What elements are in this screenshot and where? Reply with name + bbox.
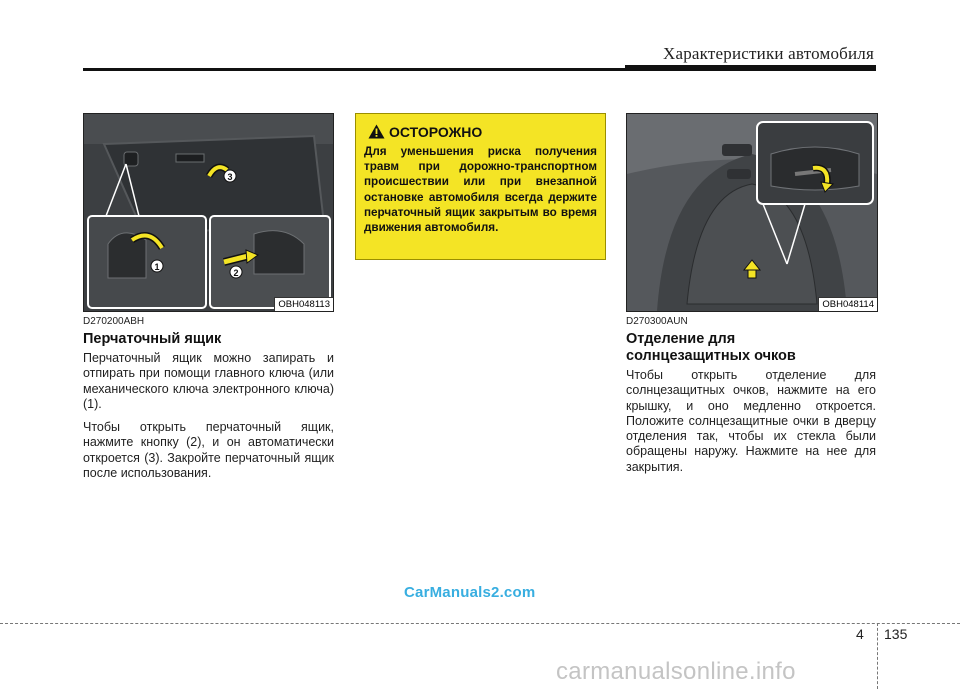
callout-1: 1	[154, 262, 160, 272]
section-heading-glovebox: Перчаточный ящик	[83, 331, 222, 347]
footer-divider	[0, 623, 960, 624]
footer-vertical-divider	[877, 623, 878, 689]
sunglass-holder-illustration	[627, 114, 877, 311]
photo-caption: OBH048113	[274, 297, 333, 311]
section-heading-sunglass-line1: Отделение для	[626, 331, 736, 347]
photo-caption: OBH048114	[818, 297, 877, 311]
warning-text: Для уменьшения риска получения травм при дорожно-транспортном происшествии или при внезапной остановке автомобиля всегда держите перчаточный ящик закрытым во время движения автомобиля.	[364, 145, 597, 235]
section-code-sunglass: D270300AUN	[626, 316, 688, 327]
header-rule-accent	[625, 65, 876, 70]
section-code-glovebox: D270200ABH	[83, 316, 145, 327]
page-header-title: Характеристики автомобиля	[663, 44, 874, 63]
glovebox-photo	[83, 113, 334, 312]
glovebox-illustration	[84, 114, 333, 311]
warning-title: ОСТОРОЖНО	[389, 124, 483, 140]
glovebox-paragraph-1: Перчаточный ящик можно запирать и отпирать при помощи главного ключа (или механического ключа электронного ключа) (1).	[83, 351, 334, 411]
section-heading-sunglass-line2: солнцезащитных очков	[626, 348, 796, 364]
sunglass-holder-photo	[626, 113, 878, 312]
footer-site-watermark: carmanualsonline.info	[556, 658, 796, 685]
sunglass-paragraph: Чтобы открыть отделение для солнцезащитных очков, нажмите на его крышку, и оно медленно откроется. Положите солнцезащитные очки в дверцу отделения так, чтобы их стекла были обращены наружу. Нажмите на нее для закрытия.	[626, 368, 876, 474]
chapter-number: 4	[856, 626, 864, 642]
glovebox-paragraph-2: Чтобы открыть перчаточный ящик, нажмите кнопку (2), и он автоматически откроется (3). Закройте перчаточный ящик после использования.	[83, 420, 334, 480]
warning-triangle-icon	[368, 124, 385, 139]
callout-2: 2	[233, 268, 239, 278]
callout-3: 3	[227, 172, 233, 182]
watermark-link[interactable]: CarManuals2.com	[404, 584, 536, 601]
warning-box	[355, 113, 606, 260]
page-number: 135	[884, 626, 908, 642]
